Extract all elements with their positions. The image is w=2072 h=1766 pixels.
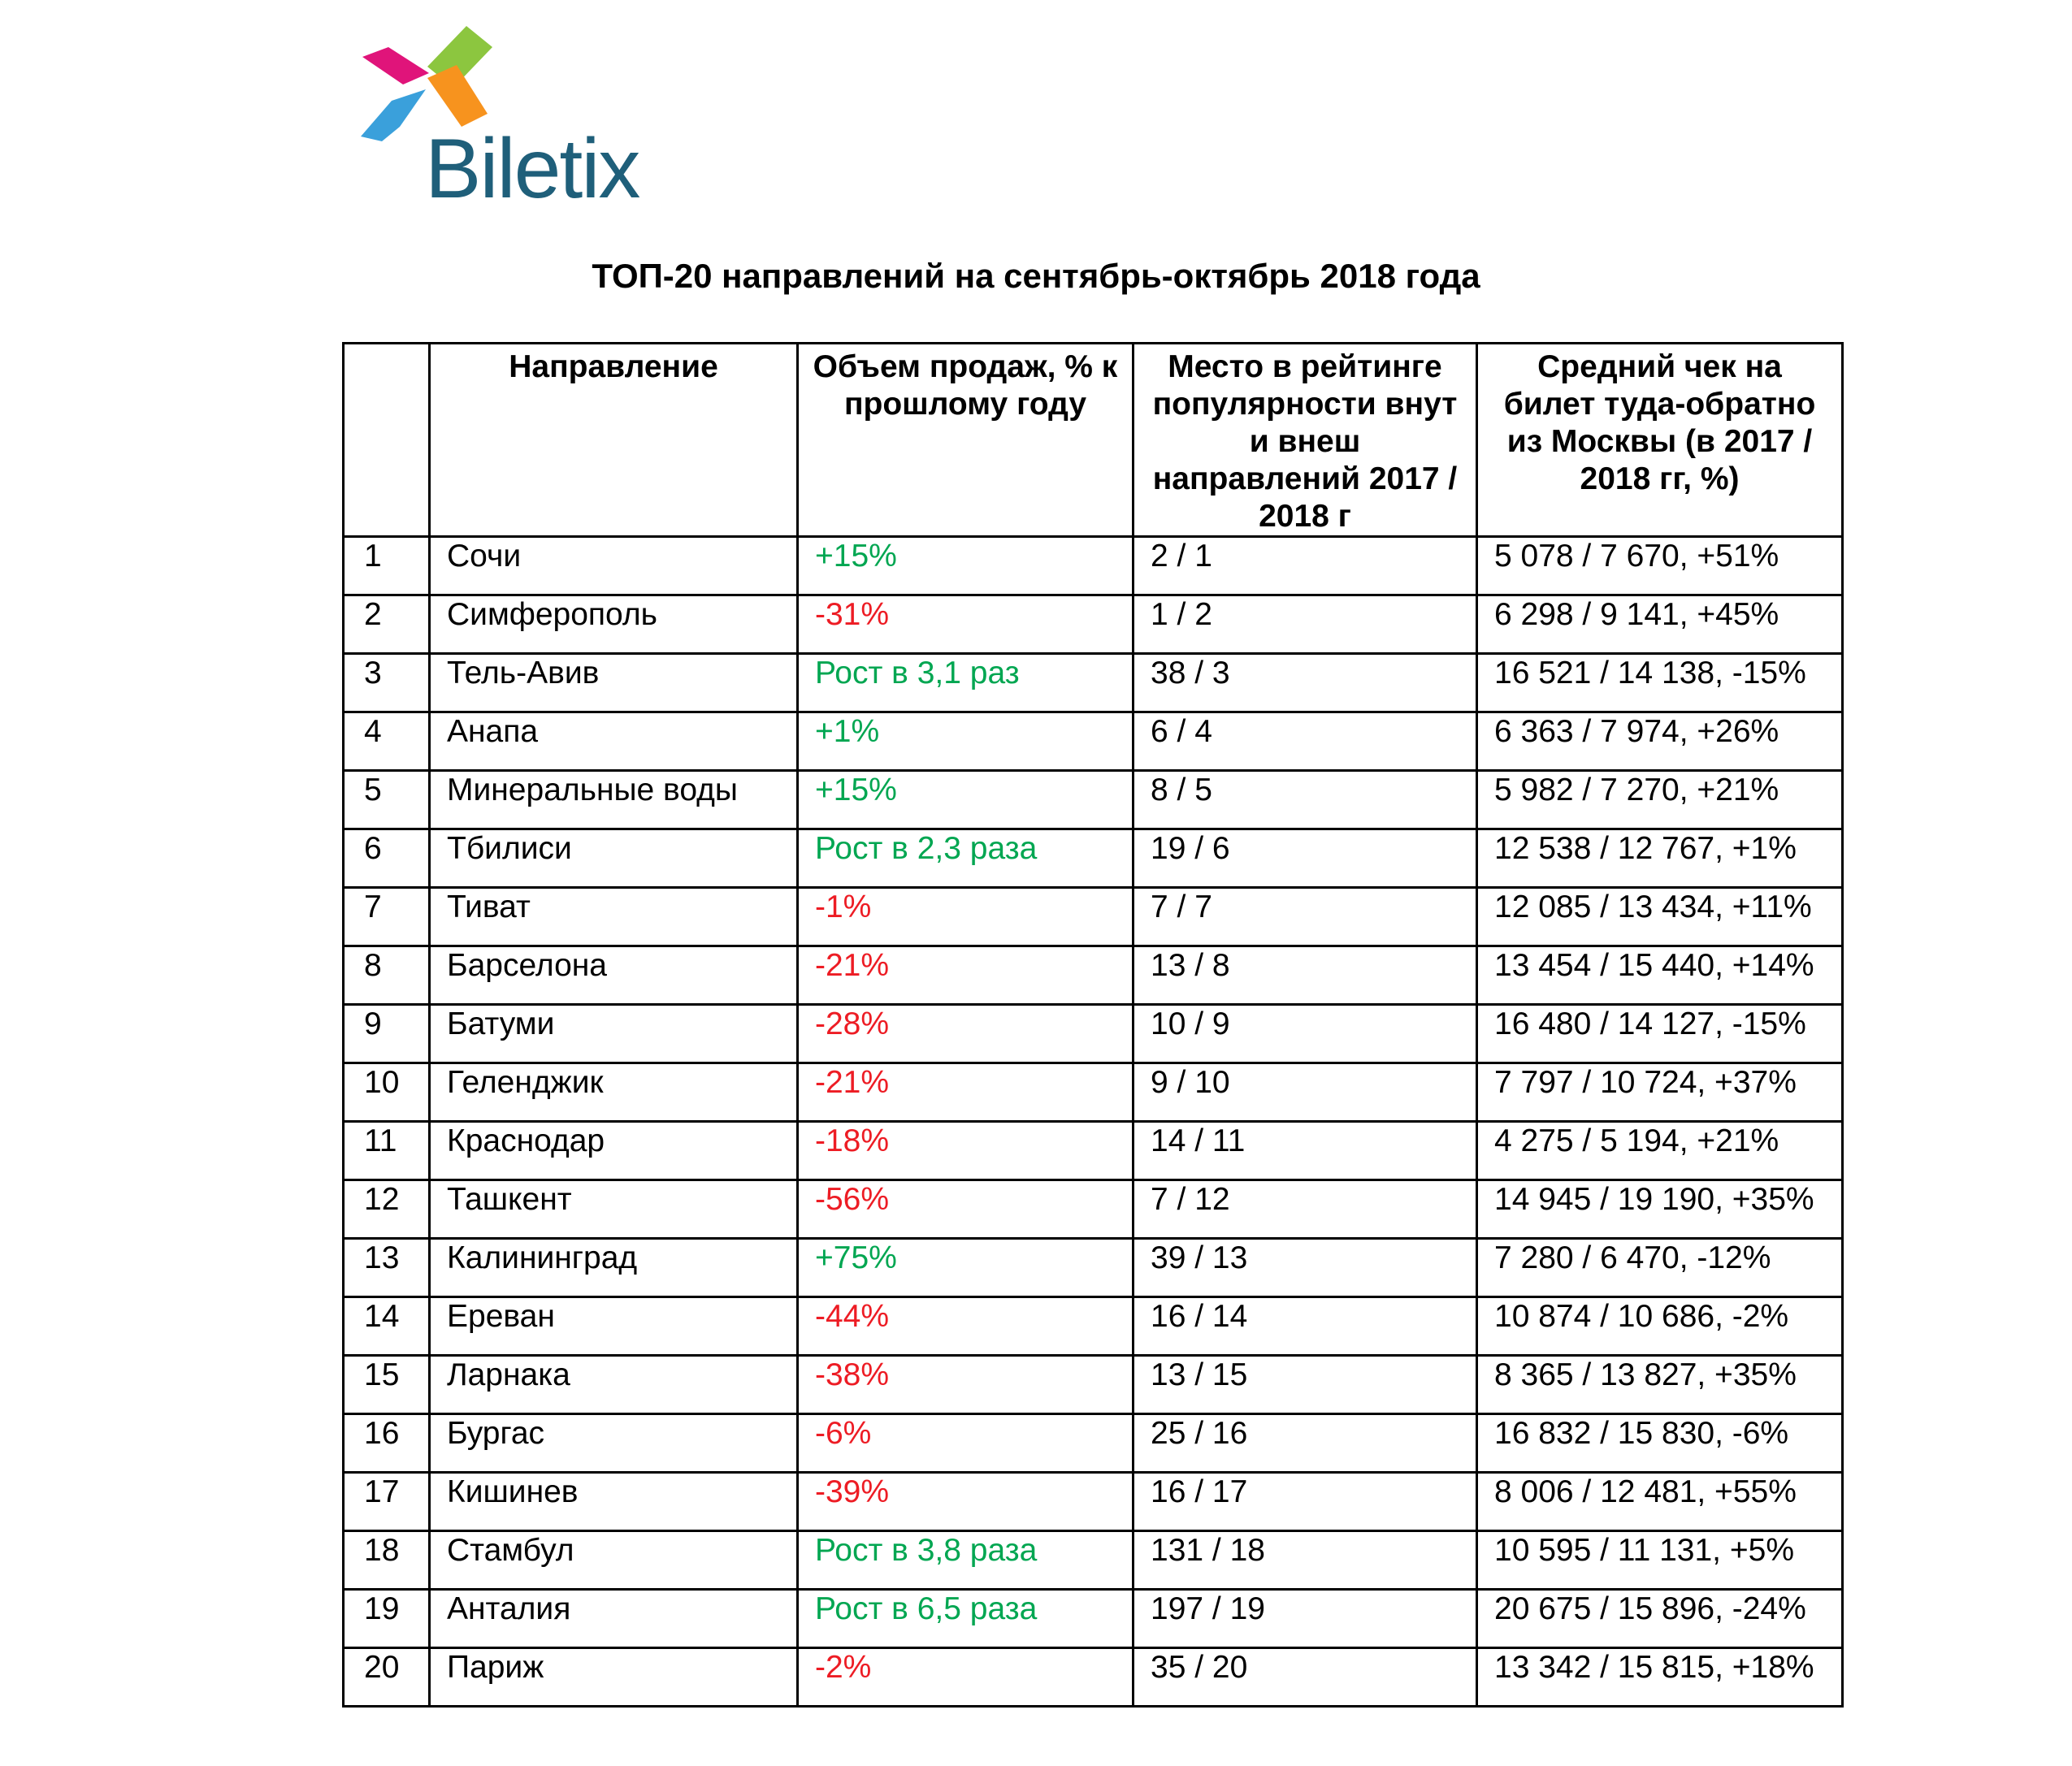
logo-magenta-arrow	[362, 47, 429, 84]
row-number-cell: 1	[344, 537, 430, 595]
top-destinations-table	[342, 342, 1844, 1708]
biletix-logo	[356, 23, 665, 218]
row-number-cell: 20	[344, 1648, 430, 1707]
row-number-cell: 17	[344, 1473, 430, 1531]
direction-cell: Ереван	[430, 1297, 798, 1356]
table-row	[344, 946, 1843, 1005]
popularity-rank-cell: 39 / 13	[1134, 1239, 1477, 1297]
average-check-cell: 20 675 / 15 896, -24%	[1477, 1590, 1843, 1648]
table-row	[344, 771, 1843, 829]
row-number-cell: 14	[344, 1297, 430, 1356]
row-number-cell: 5	[344, 771, 430, 829]
direction-cell: Париж	[430, 1648, 798, 1707]
popularity-rank-cell: 6 / 4	[1134, 712, 1477, 771]
sales-volume-cell: Рост в 6,5 раза	[798, 1590, 1134, 1648]
direction-cell: Анапа	[430, 712, 798, 771]
sales-volume-cell: -39%	[798, 1473, 1134, 1531]
popularity-rank-cell: 1 / 2	[1134, 595, 1477, 654]
table-row	[344, 654, 1843, 712]
popularity-rank-cell: 19 / 6	[1134, 829, 1477, 888]
popularity-rank-cell: 25 / 16	[1134, 1414, 1477, 1473]
table-row	[344, 1590, 1843, 1648]
header-average-check: Средний чек на билет туда-обратно из Москвы (в 2017 / 2018 гг, %)	[1477, 344, 1843, 537]
sales-volume-cell: -31%	[798, 595, 1134, 654]
header-sales-volume: Объем продаж, % к прошлому году	[798, 344, 1134, 537]
average-check-cell: 16 480 / 14 127, -15%	[1477, 1005, 1843, 1063]
logo-blue-arrow	[361, 89, 426, 141]
row-number-cell: 13	[344, 1239, 430, 1297]
average-check-cell: 8 365 / 13 827, +35%	[1477, 1356, 1843, 1414]
table-row	[344, 1531, 1843, 1590]
row-number-cell: 8	[344, 946, 430, 1005]
direction-cell: Минеральные воды	[430, 771, 798, 829]
sales-volume-cell: Рост в 3,8 раза	[798, 1531, 1134, 1590]
row-number-cell: 2	[344, 595, 430, 654]
table-row	[344, 1648, 1843, 1707]
table-row	[344, 1180, 1843, 1239]
popularity-rank-cell: 16 / 17	[1134, 1473, 1477, 1531]
average-check-cell: 16 832 / 15 830, -6%	[1477, 1414, 1843, 1473]
popularity-rank-cell: 13 / 8	[1134, 946, 1477, 1005]
header-popularity-rank: Место в рейтинге популярности внут и внеш направлений 2017 / 2018 г	[1134, 344, 1477, 537]
sales-volume-cell: -2%	[798, 1648, 1134, 1707]
average-check-cell: 10 595 / 11 131, +5%	[1477, 1531, 1843, 1590]
average-check-cell: 12 085 / 13 434, +11%	[1477, 888, 1843, 946]
direction-cell: Геленджик	[430, 1063, 798, 1122]
table-row	[344, 595, 1843, 654]
average-check-cell: 12 538 / 12 767, +1%	[1477, 829, 1843, 888]
table-row	[344, 1005, 1843, 1063]
sales-volume-cell: +1%	[798, 712, 1134, 771]
row-number-cell: 7	[344, 888, 430, 946]
table-row	[344, 1356, 1843, 1414]
average-check-cell: 16 521 / 14 138, -15%	[1477, 654, 1843, 712]
popularity-rank-cell: 131 / 18	[1134, 1531, 1477, 1590]
average-check-cell: 5 982 / 7 270, +21%	[1477, 771, 1843, 829]
table-row	[344, 1297, 1843, 1356]
direction-cell: Симферополь	[430, 595, 798, 654]
direction-cell: Калининград	[430, 1239, 798, 1297]
row-number-cell: 19	[344, 1590, 430, 1648]
document-title: ТОП-20 направлений на сентябрь-октябрь 2018 года	[592, 257, 1480, 295]
sales-volume-cell: -21%	[798, 1063, 1134, 1122]
table-row	[344, 1063, 1843, 1122]
sales-volume-cell: -21%	[798, 946, 1134, 1005]
direction-cell: Ташкент	[430, 1180, 798, 1239]
popularity-rank-cell: 8 / 5	[1134, 771, 1477, 829]
direction-cell: Барселона	[430, 946, 798, 1005]
table-body	[344, 537, 1843, 1707]
average-check-cell: 7 797 / 10 724, +37%	[1477, 1063, 1843, 1122]
logo-orange-arrow	[427, 65, 488, 127]
table-row	[344, 1414, 1843, 1473]
table-row	[344, 712, 1843, 771]
direction-cell: Бургас	[430, 1414, 798, 1473]
row-number-cell: 9	[344, 1005, 430, 1063]
row-number-cell: 11	[344, 1122, 430, 1180]
average-check-cell: 14 945 / 19 190, +35%	[1477, 1180, 1843, 1239]
row-number-cell: 12	[344, 1180, 430, 1239]
popularity-rank-cell: 197 / 19	[1134, 1590, 1477, 1648]
sales-volume-cell: Рост в 3,1 раз	[798, 654, 1134, 712]
table-row	[344, 829, 1843, 888]
popularity-rank-cell: 16 / 14	[1134, 1297, 1477, 1356]
average-check-cell: 13 454 / 15 440, +14%	[1477, 946, 1843, 1005]
direction-cell: Батуми	[430, 1005, 798, 1063]
row-number-cell: 4	[344, 712, 430, 771]
direction-cell: Краснодар	[430, 1122, 798, 1180]
average-check-cell: 6 298 / 9 141, +45%	[1477, 595, 1843, 654]
sales-volume-cell: +15%	[798, 771, 1134, 829]
logo-wordmark: Biletix	[425, 122, 639, 216]
direction-cell: Тель-Авив	[430, 654, 798, 712]
popularity-rank-cell: 13 / 15	[1134, 1356, 1477, 1414]
direction-cell: Сочи	[430, 537, 798, 595]
table-row	[344, 537, 1843, 595]
sales-volume-cell: Рост в 2,3 раза	[798, 829, 1134, 888]
sales-volume-cell: -28%	[798, 1005, 1134, 1063]
popularity-rank-cell: 35 / 20	[1134, 1648, 1477, 1707]
direction-cell: Стамбул	[430, 1531, 798, 1590]
average-check-cell: 6 363 / 7 974, +26%	[1477, 712, 1843, 771]
average-check-cell: 5 078 / 7 670, +51%	[1477, 537, 1843, 595]
row-number-cell: 10	[344, 1063, 430, 1122]
sales-volume-cell: +15%	[798, 537, 1134, 595]
row-number-cell: 6	[344, 829, 430, 888]
table-row	[344, 1122, 1843, 1180]
popularity-rank-cell: 14 / 11	[1134, 1122, 1477, 1180]
average-check-cell: 10 874 / 10 686, -2%	[1477, 1297, 1843, 1356]
table-row	[344, 1473, 1843, 1531]
sales-volume-cell: -1%	[798, 888, 1134, 946]
header-direction: Направление	[430, 344, 798, 537]
row-number-cell: 16	[344, 1414, 430, 1473]
popularity-rank-cell: 7 / 7	[1134, 888, 1477, 946]
direction-cell: Ларнака	[430, 1356, 798, 1414]
direction-cell: Кишинев	[430, 1473, 798, 1531]
popularity-rank-cell: 10 / 9	[1134, 1005, 1477, 1063]
popularity-rank-cell: 2 / 1	[1134, 537, 1477, 595]
table-row	[344, 888, 1843, 946]
popularity-rank-cell: 9 / 10	[1134, 1063, 1477, 1122]
average-check-cell: 13 342 / 15 815, +18%	[1477, 1648, 1843, 1707]
header-number	[344, 344, 430, 537]
direction-cell: Тбилиси	[430, 829, 798, 888]
table-row	[344, 1239, 1843, 1297]
direction-cell: Тиват	[430, 888, 798, 946]
sales-volume-cell: -44%	[798, 1297, 1134, 1356]
row-number-cell: 3	[344, 654, 430, 712]
popularity-rank-cell: 7 / 12	[1134, 1180, 1477, 1239]
sales-volume-cell: -38%	[798, 1356, 1134, 1414]
row-number-cell: 18	[344, 1531, 430, 1590]
popularity-rank-cell: 38 / 3	[1134, 654, 1477, 712]
average-check-cell: 8 006 / 12 481, +55%	[1477, 1473, 1843, 1531]
average-check-cell: 4 275 / 5 194, +21%	[1477, 1122, 1843, 1180]
direction-cell: Анталия	[430, 1590, 798, 1648]
sales-volume-cell: -6%	[798, 1414, 1134, 1473]
sales-volume-cell: -18%	[798, 1122, 1134, 1180]
sales-volume-cell: +75%	[798, 1239, 1134, 1297]
row-number-cell: 15	[344, 1356, 430, 1414]
average-check-cell: 7 280 / 6 470, -12%	[1477, 1239, 1843, 1297]
sales-volume-cell: -56%	[798, 1180, 1134, 1239]
table-header-row	[344, 344, 1843, 537]
